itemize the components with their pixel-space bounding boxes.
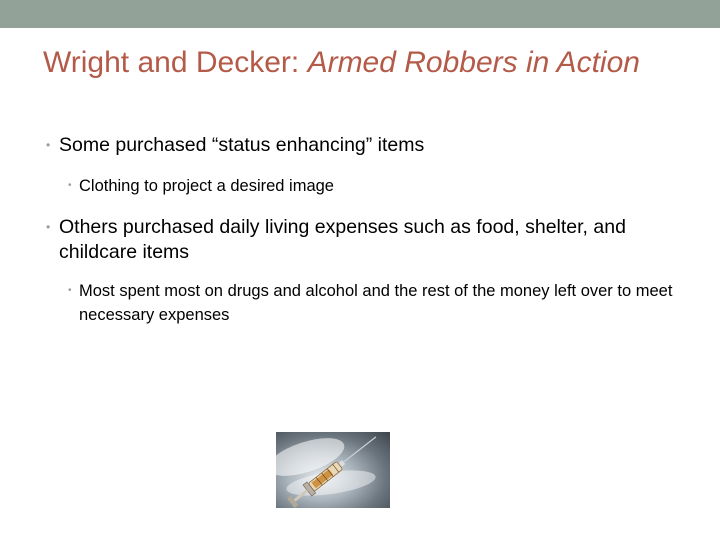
bullet-text: Others purchased daily living expenses such as food, shelter, and childcare items	[59, 216, 626, 263]
syringe-icon	[276, 432, 390, 508]
syringe-photo	[276, 432, 390, 508]
sub-bullet-text: Clothing to project a desired image	[79, 177, 334, 195]
bullet-item	[46, 215, 686, 265]
title-plain: Wright and Decker:	[43, 46, 308, 79]
bullet-glyph: •	[68, 285, 72, 296]
title-italic: Armed Robbers in Action	[307, 46, 640, 79]
bullet-item	[46, 133, 686, 158]
bullet-glyph: •	[68, 180, 72, 191]
bullet-list	[46, 130, 686, 327]
bullet-glyph: •	[46, 220, 51, 234]
top-accent-bar	[0, 0, 720, 28]
sub-bullet-text: Most spent most on drugs and alcohol and the rest of the money left over to meet necessary expenses	[79, 282, 673, 324]
bullet-glyph: •	[46, 138, 51, 152]
sub-bullet-item	[68, 174, 686, 198]
bullet-text: Some purchased “status enhancing” items	[59, 134, 425, 156]
sub-bullet-item	[68, 279, 686, 327]
slide-title	[43, 43, 683, 83]
